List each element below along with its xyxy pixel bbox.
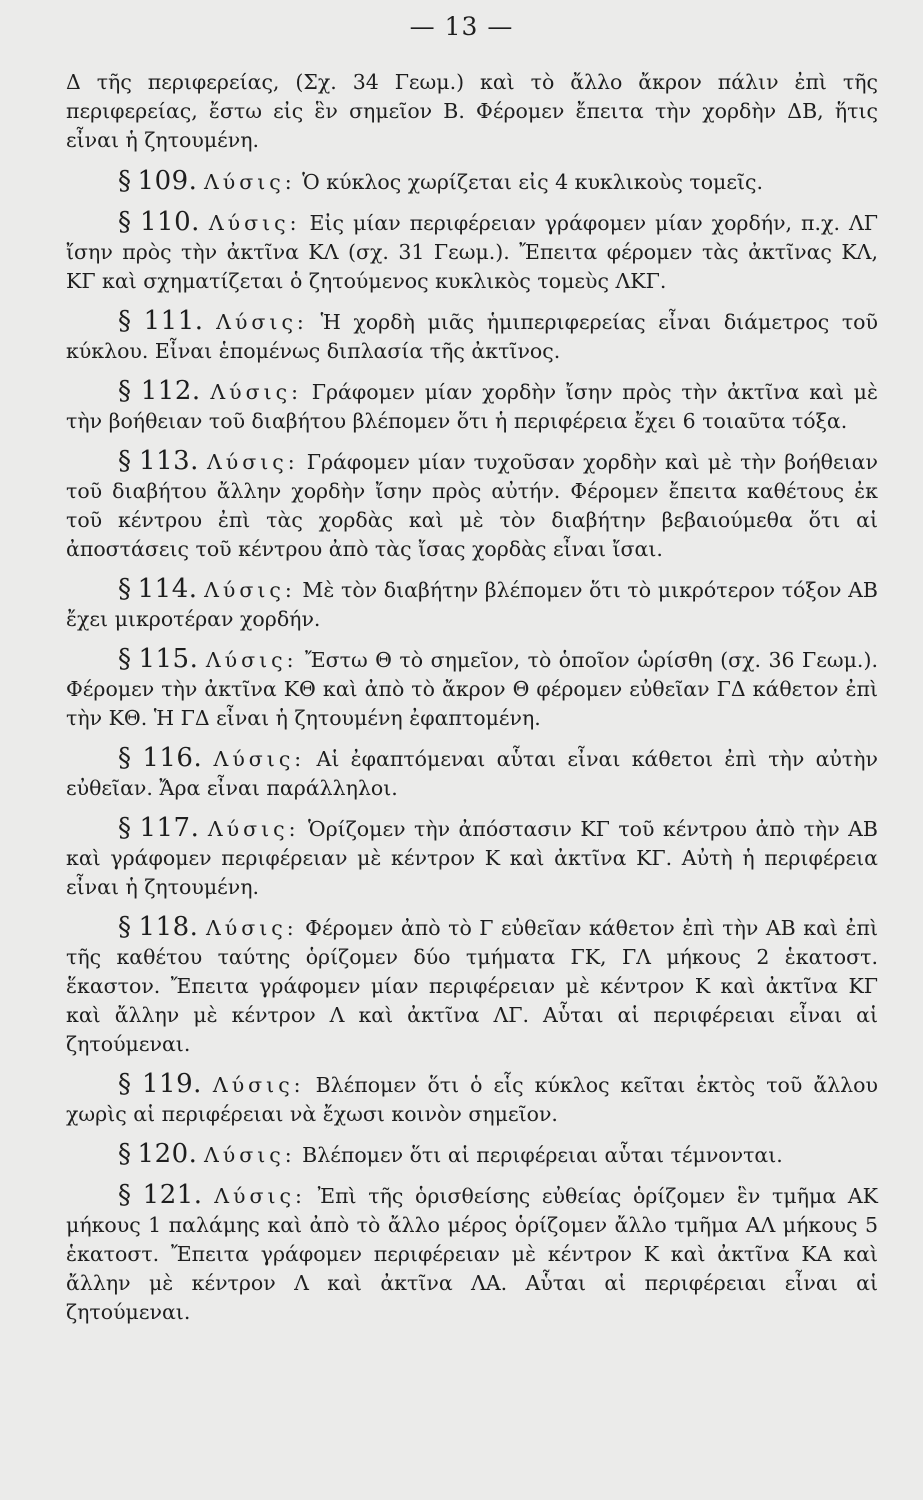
section-114 (66, 575, 878, 634)
section-mark: § (118, 644, 131, 674)
section-text: Ἡ χορδὴ μιᾶς ἡμιπεριφερείας εἶναι διάμετρος τοῦ κύκλου. Εἶναι ἑπομένως διπλασία τῆς ἀκτῖνος. (66, 310, 878, 363)
section-number: 121. (142, 1180, 203, 1210)
section-mark: § (118, 743, 131, 773)
section-number: 113. (139, 446, 199, 476)
section-mark: § (118, 1180, 131, 1210)
section-115 (66, 645, 878, 733)
section-mark: § (118, 1069, 131, 1099)
solution-label: Λύσις: (206, 450, 299, 474)
section-number: 114. (137, 574, 198, 604)
section-text: Ἔστω Θ τὸ σημεῖον, τὸ ὁποῖον ὡρίσθη (σχ. 36 Γεωμ.). Φέρομεν τὴν ἀκτῖνα ΚΘ καὶ ἀπὸ τὸ ἄκρον Θ φέρομεν εὐθεῖαν ΓΔ κάθετον ἐπὶ τὴν ΚΘ. Ἡ ΓΔ εἶναι ἡ ζητουμένη ἐφαπτομένη. (66, 648, 878, 730)
solution-label: Λύσις: (203, 1143, 296, 1167)
section-mark: § (118, 446, 131, 476)
section-117 (66, 814, 878, 902)
section-text: Γράφομεν μίαν τυχοῦσαν χορδὴν καὶ μὲ τὴν βοήθειαν τοῦ διαβήτου ἄλλην χορδὴν ἴσην πρὸς αὐτήν. Φέρομεν ἔπειτα καθέτους ἐκ τοῦ κέντρου ἐπὶ τὰς χορδὰς καὶ μὲ τὸν διαβήτην βεβαιούμεθα ὅτι αἱ ἀποστάσεις τοῦ κέντρου ἀπὸ τὰς ἴσας χορδὰς εἶναι ἴσαι. (66, 450, 878, 561)
solution-label: Λύσις: (214, 1184, 306, 1208)
section-text: Ὁρίζομεν τὴν ἀπόστασιν ΚΓ τοῦ κέντρου ἀπὸ τὴν ΑΒ καὶ γράφομεν περιφέρειαν μὲ κέντρον Κ καὶ ἀκτῖνα ΚΓ. Αὐτὴ ἡ περιφέρεια εἶναι ἡ ζητουμένη. (66, 817, 878, 899)
section-number: 115. (138, 644, 199, 674)
section-number: 117. (139, 813, 200, 843)
section-text: Γράφομεν μίαν χορδὴν ἴσην πρὸς τὴν ἀκτῖνα καὶ μὲ τὴν βοήθειαν τοῦ διαβήτου βλέπομεν ὅτι ἡ περιφέρεια ἔχει 6 τοιαῦτα τόξα. (66, 380, 878, 433)
section-116 (66, 744, 878, 803)
solution-label: Λύσις: (216, 310, 308, 334)
solution-label: Λύσις: (204, 578, 296, 602)
section-text: Βλέπομεν ὅτι ὁ εἷς κύκλος κεῖται ἐκτὸς τοῦ ἄλλου χωρὶς αἱ περιφέρειαι νὰ ἔχωσι κοινὸν σημεῖον. (66, 1073, 878, 1126)
section-mark: § (118, 306, 131, 336)
solution-label: Λύσις: (205, 916, 298, 940)
section-121 (66, 1181, 878, 1327)
section-mark: § (118, 574, 131, 604)
section-mark: § (118, 166, 131, 196)
solution-label: Λύσις: (207, 817, 300, 841)
section-number: 118. (138, 912, 199, 942)
solution-label: Λύσις: (210, 380, 303, 404)
solution-label: Λύσις: (213, 747, 306, 771)
solution-label: Λύσις: (208, 211, 301, 235)
section-number: 112. (140, 376, 201, 406)
text-body (66, 68, 878, 1338)
section-text: Ἐπὶ τῆς ὁρισθείσης εὐθείας ὁρίζομεν ἓν τμῆμα ΑΚ μήκους 1 παλάμης καὶ ἀπὸ τὸ ἄλλο μέρος ὁρίζομεν ἄλλο τμῆμα ΑΛ μήκους 5 ἑκατοστ. Ἔπειτα γράφομεν περιφέρειαν μὲ κέντρον Κ καὶ ἀκτῖνα ΚΑ καὶ ἄλλην μὲ κέντρον Λ καὶ ἀκτῖνα ΛΑ. Αὗται αἱ περιφέρειαι εἶναι αἱ ζητούμεναι. (66, 1184, 878, 1324)
section-number: 111. (143, 306, 204, 336)
section-number: 109. (137, 166, 198, 196)
section-110 (66, 208, 878, 296)
section-number: 110. (139, 207, 200, 237)
section-number: 116. (142, 743, 203, 773)
intro-paragraph: Δ τῆς περιφερείας, (Σχ. 34 Γεωμ.) καὶ τὸ ἄλλο ἄκρον πάλιν ἐπὶ τῆς περιφερείας, ἔστω εἰς ἓν σημεῖον Β. Φέρομεν ἔπειτα τὴν χορδὴν ΔΒ, ἥτις εἶναι ἡ ζητουμένη. (66, 70, 878, 152)
section-mark: § (118, 207, 131, 237)
section-111 (66, 307, 878, 366)
section-120 (66, 1140, 878, 1170)
solution-label: Λύσις: (203, 170, 296, 194)
section-text: Μὲ τὸν διαβήτην βλέπομεν ὅτι τὸ μικρότερον τόξον ΑΒ ἔχει μικροτέραν χορδήν. (66, 578, 878, 631)
page-number: — 13 — (409, 12, 514, 41)
solution-label: Λύσις: (205, 648, 298, 672)
section-119 (66, 1070, 878, 1129)
section-mark: § (118, 912, 131, 942)
section-text: Εἰς μίαν περιφέρειαν γράφομεν μίαν χορδήν, π.χ. ΛΓ ἴσην πρὸς τὴν ἀκτῖνα ΚΛ (σχ. 31 Γεωμ.). Ἔπειτα φέρομεν τὰς ἀκτῖνας ΚΛ, ΚΓ καὶ σχηματίζεται ὁ ζητούμενος κυκλικὸς τομεὺς ΛΚΓ. (66, 211, 878, 293)
section-text: Ὁ κύκλος χωρίζεται εἰς 4 κυκλικοὺς τομεῖς. (302, 170, 764, 194)
section-number: 120. (137, 1139, 198, 1169)
section-number: 119. (142, 1069, 202, 1099)
section-112 (66, 377, 878, 436)
section-109 (66, 167, 878, 197)
section-text: Αἱ ἐφαπτόμεναι αὗται εἶναι κάθετοι ἐπὶ τὴν αὐτὴν εὐθεῖαν. Ἄρα εἶναι παράλληλοι. (66, 747, 878, 800)
section-mark: § (118, 1139, 131, 1169)
section-118 (66, 913, 878, 1059)
section-mark: § (118, 813, 131, 843)
section-text: Βλέπομεν ὅτι αἱ περιφέρειαι αὗται τέμνονται. (302, 1143, 783, 1167)
section-113 (66, 447, 878, 564)
section-mark: § (118, 376, 131, 406)
solution-label: Λύσις: (212, 1073, 305, 1097)
section-text: Φέρομεν ἀπὸ τὸ Γ εὐθεῖαν κάθετον ἐπὶ τὴν ΑΒ καὶ ἐπὶ τῆς καθέτου ταύτης ὁρίζομεν δύο τμήματα ΓΚ, ΓΛ μήκους 2 ἑκατοστ. ἕκαστον. Ἔπειτα γράφομεν μίαν περιφέρειαν μὲ κέντρον Κ καὶ ἀκτῖνα ΚΓ καὶ ἄλλην μὲ κέντρον Λ καὶ ἀκτῖνα ΛΓ. Αὗται αἱ περιφέρειαι εἶναι αἱ ζητούμεναι. (66, 916, 878, 1056)
